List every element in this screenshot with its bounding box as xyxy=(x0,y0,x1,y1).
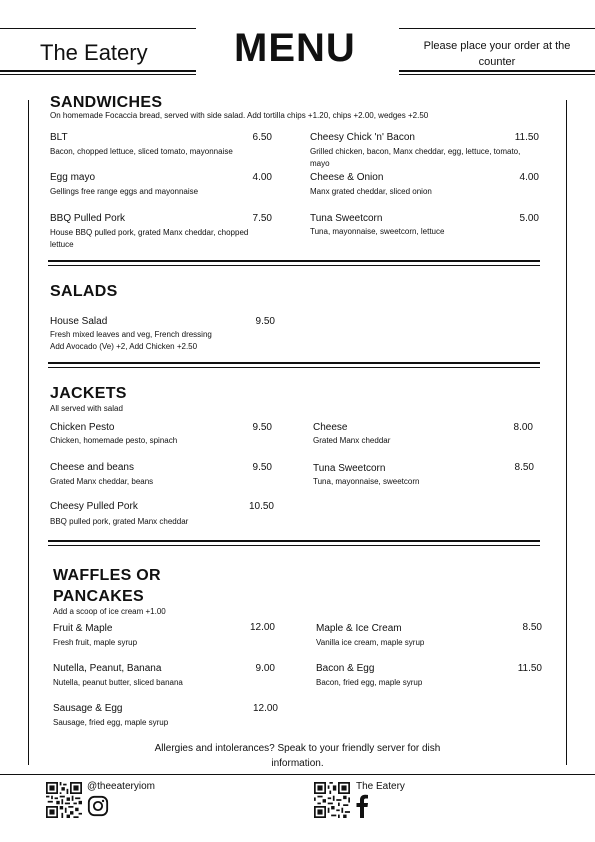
section-title-jackets: JACKETS xyxy=(50,385,127,402)
section-divider xyxy=(48,545,540,546)
section-title-pancakes: PANCAKES xyxy=(53,588,145,605)
item-price: 12.00 xyxy=(252,703,278,714)
item-description: Chicken, homemade pesto, spinach xyxy=(50,436,178,445)
header-rule-right-top xyxy=(399,28,595,29)
item-name: Sausage & Egg xyxy=(53,703,123,714)
item-price: 6.50 xyxy=(252,132,272,143)
item-name: Nutella, Peanut, Banana xyxy=(53,663,162,674)
item-addon: Add Avocado (Ve) +2, Add Chicken +2.50 xyxy=(50,342,198,351)
facebook-name[interactable]: The Eatery xyxy=(356,781,405,792)
header-rule-right-bottom xyxy=(399,70,595,72)
jackets-note: All served with salad xyxy=(50,404,123,413)
section-title-salads: SALADS xyxy=(50,283,118,300)
item-name: Tuna Sweetcorn xyxy=(310,213,383,224)
item-name: Cheesy Chick 'n' Bacon xyxy=(310,132,415,143)
item-price: 12.00 xyxy=(249,622,275,633)
item-price: 10.50 xyxy=(248,501,274,512)
item-description: Grilled chicken, bacon, Manx cheddar, egg, lettuce, tomato, mayo xyxy=(310,147,521,168)
instagram-icon[interactable] xyxy=(87,795,109,817)
item-price: 7.50 xyxy=(252,213,272,224)
item-name: Cheese xyxy=(313,422,348,433)
item-description: Gellings free range eggs and mayonnaise xyxy=(50,187,199,196)
item-name: House Salad xyxy=(50,316,108,327)
qr-code-icon xyxy=(314,782,350,818)
section-title-waffles: WAFFLES OR xyxy=(53,567,161,584)
section-divider xyxy=(48,367,540,368)
item-name: Bacon & Egg xyxy=(316,663,375,674)
waffles-note: Add a scoop of ice cream +1.00 xyxy=(53,607,166,616)
item-description: Fresh mixed leaves and veg, French dressing xyxy=(50,330,212,339)
right-border-line xyxy=(566,100,567,765)
item-name: Chicken Pesto xyxy=(50,422,115,433)
header-rule-left-top xyxy=(0,28,196,29)
item-price: 8.00 xyxy=(513,422,533,433)
item-name: Egg mayo xyxy=(50,172,96,183)
item-description: Grated Manx cheddar, beans xyxy=(50,477,154,486)
item-price: 4.00 xyxy=(519,172,539,183)
page-title: MENU xyxy=(234,26,356,70)
item-name: Tuna Sweetcorn xyxy=(313,463,386,474)
item-description: Tuna, mayonnaise, sweetcorn, lettuce xyxy=(310,227,445,236)
footer-rule xyxy=(0,774,595,775)
item-price: 9.00 xyxy=(255,663,275,674)
section-divider xyxy=(48,540,540,542)
header-rule-left-bottom xyxy=(0,70,196,72)
item-name: BBQ Pulled Pork xyxy=(50,213,126,224)
section-title-sandwiches: SANDWICHES xyxy=(50,94,163,111)
item-price: 11.50 xyxy=(517,663,542,674)
item-description: Manx grated cheddar, sliced onion xyxy=(310,187,432,196)
item-price: 9.50 xyxy=(252,462,272,473)
item-name: Maple & Ice Cream xyxy=(316,623,402,634)
allergy-notice: Allergies and intolerances? Speak to your friendly server for dish information. xyxy=(154,743,441,769)
item-price: 9.50 xyxy=(255,316,275,327)
item-name: Cheesy Pulled Pork xyxy=(50,501,138,512)
facebook-icon[interactable] xyxy=(355,794,369,818)
item-price: 11.50 xyxy=(514,132,539,143)
item-description: Fresh fruit, maple syrup xyxy=(53,638,138,647)
sandwiches-note: On homemade Focaccia bread, served with side salad. Add tortilla chips +1.20, chips +2.00, wedges +2.50 xyxy=(50,111,429,120)
header-rule-left-bottom-2 xyxy=(0,74,196,75)
item-description: Bacon, fried egg, maple syrup xyxy=(316,678,423,687)
item-name: Fruit & Maple xyxy=(53,623,113,634)
item-description: BBQ pulled pork, grated Manx cheddar xyxy=(50,517,189,526)
item-price: 4.00 xyxy=(252,172,272,183)
item-price: 8.50 xyxy=(514,462,534,473)
item-description: Tuna, mayonnaise, sweetcorn xyxy=(313,477,420,486)
section-divider xyxy=(48,260,540,262)
item-name: Cheese and beans xyxy=(50,462,134,473)
item-price: 9.50 xyxy=(252,422,272,433)
item-description: Bacon, chopped lettuce, sliced tomato, mayonnaise xyxy=(50,147,233,156)
section-divider xyxy=(48,362,540,364)
item-name: BLT xyxy=(50,132,68,143)
item-description: House BBQ pulled pork, grated Manx cheddar, chopped lettuce xyxy=(50,228,249,249)
item-description: Vanilla ice cream, maple syrup xyxy=(316,638,425,647)
item-price: 8.50 xyxy=(522,622,542,633)
order-notice: Please place your order at the counter xyxy=(423,40,571,68)
item-price: 5.00 xyxy=(519,213,539,224)
qr-code-icon xyxy=(46,782,82,818)
item-description: Grated Manx cheddar xyxy=(313,436,391,445)
brand-name: The Eatery xyxy=(40,40,148,65)
item-description: Nutella, peanut butter, sliced banana xyxy=(53,678,183,687)
section-divider xyxy=(48,265,540,266)
item-name: Cheese & Onion xyxy=(310,172,384,183)
header-rule-right-bottom-2 xyxy=(399,74,595,75)
item-description: Sausage, fried egg, maple syrup xyxy=(53,718,169,727)
left-border-line xyxy=(28,100,29,765)
instagram-handle[interactable]: @theeateryiom xyxy=(87,781,155,792)
